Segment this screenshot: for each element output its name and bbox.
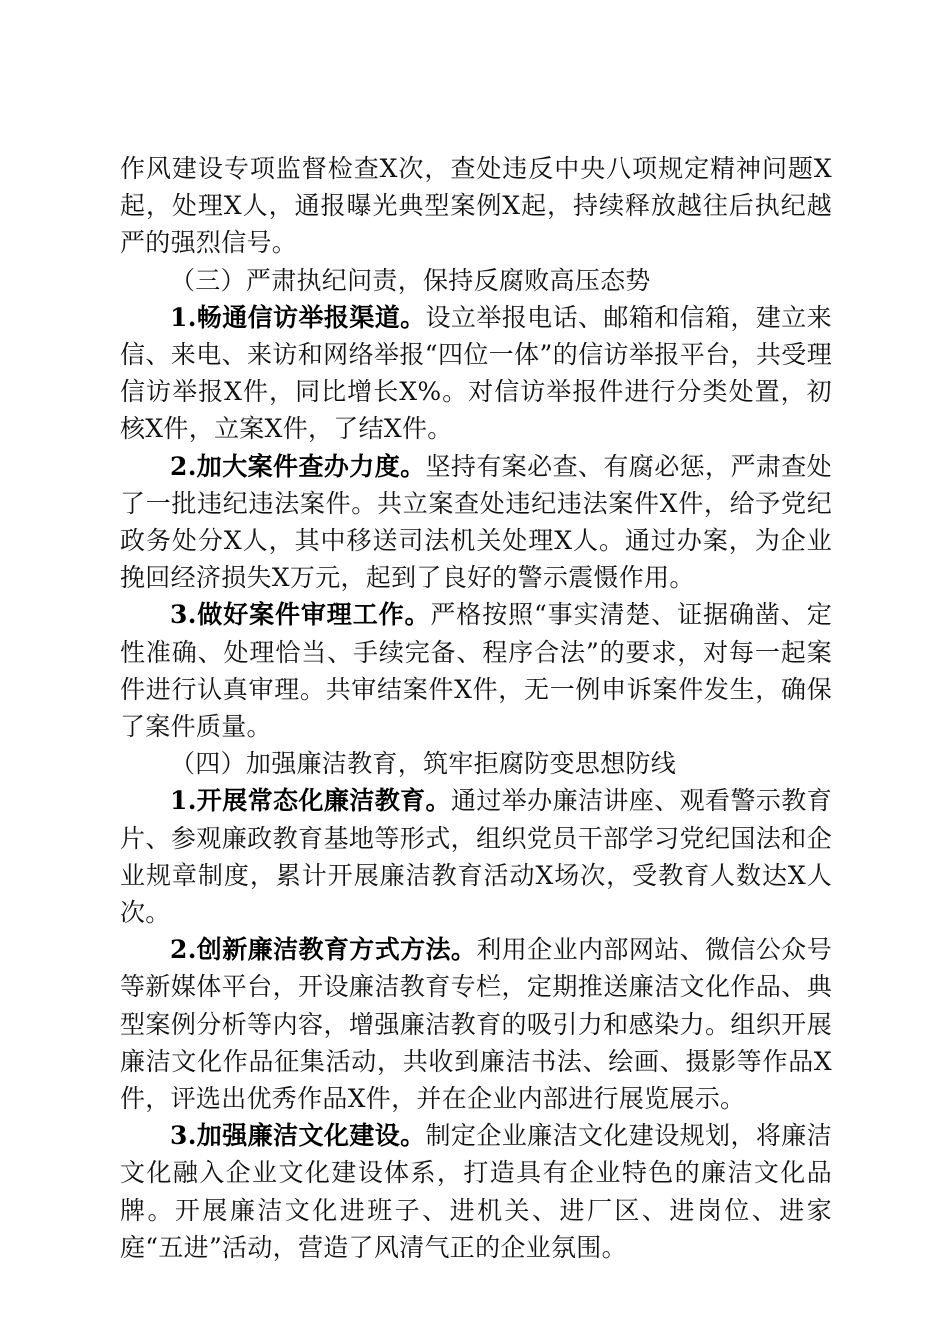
paragraph-continuation	[120, 150, 832, 262]
paragraph-text: 作风建设专项监督检查X次，查处违反中央八项规定精神问题X起，处理X人，通报曝光典型案例X起，持续释放越往后执纪越严的强烈信号。	[120, 154, 832, 258]
item-text: 通过举办廉洁讲座、观看警示教育片、参观廉政教育基地等形式，组织党员干部学习党纪国法和企业规章制度，累计开展廉洁教育活动X场次，受教育人数达X人次。	[120, 786, 832, 928]
item-text: 制定企业廉洁文化建设规划，将廉洁文化融入企业文化建设体系，打造具有企业特色的廉洁文化品牌。开展廉洁文化进班子、进机关、进厂区、进岗位、进家庭“五进”活动，营造了风清气正的企业氛围。	[120, 1121, 832, 1262]
item-lead: 1.开展常态化廉洁教育。	[170, 786, 451, 816]
item-lead: 1.畅通信访举报渠道。	[170, 302, 426, 332]
paragraph-item-3-3	[120, 596, 832, 745]
section-heading-3	[120, 262, 832, 299]
item-text: 设立举报电话、邮箱和信箱，建立来信、来电、来访和网络举报“四位一体”的信访举报平台，共受理信访举报X件，同比增长X%。对信访举报件进行分类处置，初核X件，立案X件，了结X件。	[120, 302, 832, 444]
paragraph-item-4-1	[120, 782, 832, 931]
item-text: 严格按照“事实清楚、证据确凿、定性准确、处理恰当、手续完备、程序合法”的要求，对每一起案件进行认真审理。共审结案件X件，无一例申诉案件发生，确保了案件质量。	[120, 600, 832, 742]
item-lead: 2.创新廉洁教育方式方法。	[170, 935, 477, 965]
item-lead: 2.加大案件查办力度。	[170, 451, 426, 481]
heading-text: （四）加强廉洁教育，筑牢拒腐防变思想防线	[170, 749, 677, 779]
heading-text: （三）严肃执纪问责，保持反腐败高压态势	[170, 265, 651, 295]
paragraph-item-3-2	[120, 448, 832, 597]
item-lead: 3.加强廉洁文化建设。	[170, 1121, 426, 1151]
item-lead: 3.做好案件审理工作。	[170, 600, 431, 630]
section-heading-4	[120, 745, 832, 782]
paragraph-item-3-1	[120, 299, 832, 448]
paragraph-item-4-2	[120, 931, 832, 1117]
document-body	[120, 150, 832, 1266]
paragraph-item-4-3	[120, 1117, 832, 1266]
item-text: 坚持有案必查、有腐必惩，严肃查处了一批违纪违法案件。共立案查处违纪违法案件X件，给予党纪政务处分X人，其中移送司法机关处理X人。通过办案，为企业挽回经济损失X万元，起到了良好的警示震慑作用。	[120, 451, 832, 593]
item-text: 利用企业内部网站、微信公众号等新媒体平台，开设廉洁教育专栏，定期推送廉洁文化作品、典型案例分析等内容，增强廉洁教育的吸引力和感染力。组织开展廉洁文化作品征集活动，共收到廉洁书法、绘画、摄影等作品X件，评选出优秀作品X件，并在企业内部进行展览展示。	[120, 935, 832, 1114]
